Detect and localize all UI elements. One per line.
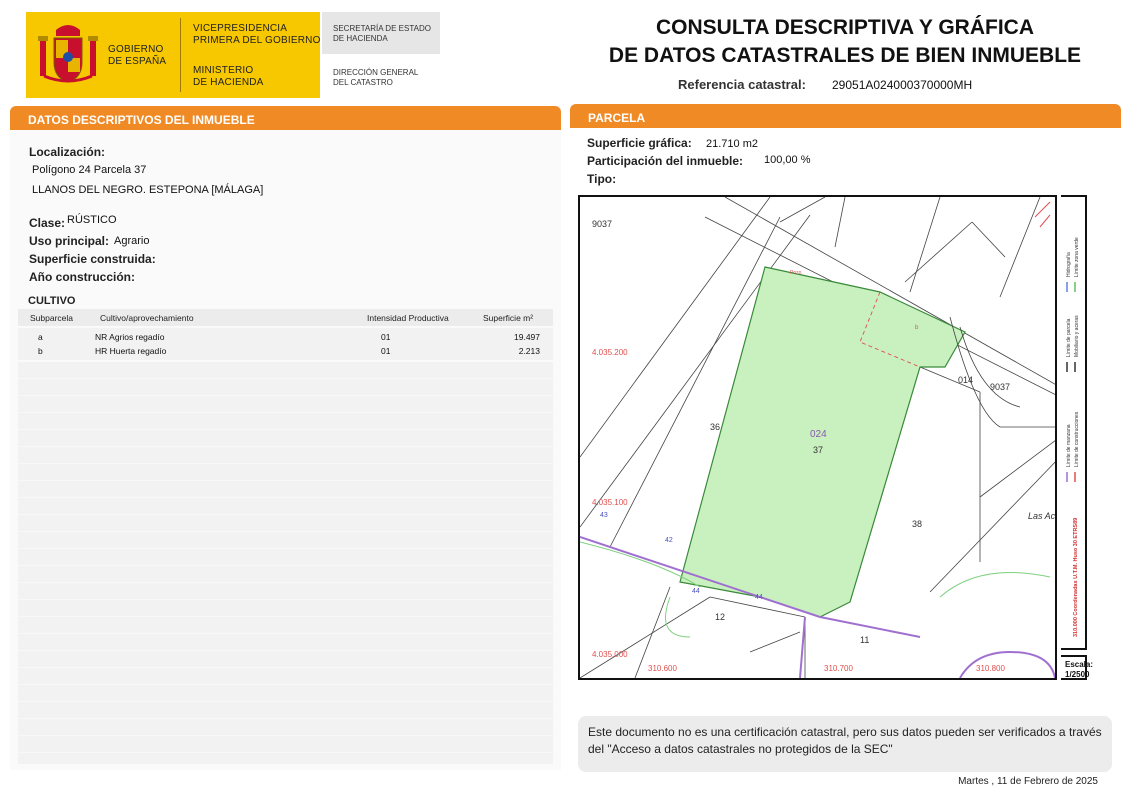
- map-label: 44: [692, 588, 700, 595]
- coordinate-label: 4.035.000: [592, 650, 628, 659]
- map-label: 11: [860, 635, 870, 645]
- title-line-1: CONSULTA DESCRIPTIVA Y GRÁFICA: [655, 16, 1035, 39]
- disclaimer-note: [578, 716, 1112, 772]
- ministerio-label: [193, 65, 264, 89]
- map-label: Pozo: [790, 270, 802, 276]
- tipo-label: Tipo:: [587, 172, 617, 186]
- legend-item: Límite de manzana: [1066, 424, 1072, 467]
- secretaria-line-2: DE HACIENDA: [333, 34, 388, 43]
- row-b-intensidad: 01: [381, 346, 391, 356]
- row-b-cultivo: HR Huerta regadío: [95, 346, 167, 356]
- gobierno-line-1: GOBIERNO: [108, 44, 164, 55]
- participacion-label: Participación del inmueble:: [587, 154, 744, 168]
- legend-item: Límite de parcela: [1066, 318, 1072, 357]
- map-label: 9037: [990, 382, 1011, 392]
- superficie-grafica-label: Superficie gráfica:: [587, 136, 692, 150]
- direccion-line-2: DEL CATASTRO: [333, 78, 393, 87]
- row-a-subparcela: a: [38, 332, 43, 342]
- anio-construccion-label: Año construcción:: [29, 270, 136, 284]
- map-label: 9037: [592, 219, 613, 229]
- cadastral-map[interactable]: [578, 195, 1057, 680]
- col-superficie: Superficie m²: [483, 313, 534, 323]
- superficie-construida-label: Superficie construida:: [29, 252, 156, 266]
- logo-divider: [180, 18, 181, 92]
- localizacion-line-1: Polígono 24 Parcela 37: [32, 164, 147, 176]
- parcela-section-bar: [570, 104, 1121, 128]
- parcela-section-title: PARCELA: [588, 111, 646, 125]
- scale-value: 1/2500: [1065, 670, 1090, 679]
- map-label: 42: [665, 537, 673, 544]
- map-label: b: [915, 325, 919, 331]
- map-label: 024: [810, 429, 827, 440]
- reference-value: 29051A024000370000MH: [832, 78, 973, 92]
- vice-line-1: VICEPRESIDENCIA: [193, 23, 288, 34]
- col-subparcela: Subparcela: [30, 313, 74, 323]
- vice-line-2: PRIMERA DEL GOBIERNO: [193, 35, 321, 46]
- col-intensidad: Intensidad Productiva: [367, 313, 449, 323]
- cultivo-header-row: [18, 309, 553, 326]
- document-date: Martes , 11 de Febrero de 2025: [958, 776, 1098, 787]
- scale-label: Escala:: [1065, 660, 1094, 669]
- disclaimer-text: Este documento no es una certificación catastral, pero sus datos pueden ser verificados a través del "Acceso a datos catastrales no protegidos de la SEC": [588, 725, 1102, 756]
- legend-drawing: [1061, 197, 1085, 648]
- map-label: 014: [958, 375, 974, 385]
- uso-label: Uso principal:: [29, 234, 110, 248]
- col-cultivo: Cultivo/aprovechamiento: [100, 313, 194, 323]
- legend-item: Hidrografía: [1066, 252, 1072, 277]
- map-drawing: [580, 197, 1055, 678]
- localizacion-label: Localización:: [29, 145, 106, 159]
- cultivo-title: CULTIVO: [28, 295, 76, 307]
- map-label: 43: [600, 512, 608, 519]
- coordinate-label: 310.700: [824, 664, 853, 673]
- map-legend: [1061, 195, 1087, 650]
- ministerio-line-1: MINISTERIO: [193, 65, 254, 76]
- descriptive-section-bar: [10, 106, 561, 130]
- page-title: [590, 14, 1100, 70]
- coords-note: 310.000 Coordenadas U.T.M. Huso 30 ETRS89: [1073, 517, 1079, 637]
- map-label: 44: [755, 594, 763, 601]
- legend-item: Límite de construcciones: [1074, 411, 1080, 467]
- coordinate-label: 4.035.100: [592, 498, 628, 507]
- row-b-subparcela: b: [38, 346, 43, 356]
- secretaria-line-1: SECRETARÍA DE ESTADO: [333, 24, 431, 33]
- map-label: 12: [715, 612, 726, 622]
- localizacion-line-2: LLANOS DEL NEGRO. ESTEPONA [MÁLAGA]: [32, 184, 264, 196]
- secretaria-label: [333, 24, 431, 44]
- map-label: 36: [710, 422, 721, 432]
- row-a-intensidad: 01: [381, 332, 391, 342]
- row-a-cultivo: NR Agrios regadío: [95, 332, 165, 342]
- row-b-superficie: 2.213: [518, 346, 540, 356]
- map-label: 38: [912, 519, 923, 529]
- legend-item: Límite zona verde: [1074, 237, 1080, 277]
- direccion-line-1: DIRECCIÓN GENERAL: [333, 68, 419, 77]
- clase-value: RÚSTICO: [67, 214, 117, 226]
- map-label: Las Ac: [1028, 511, 1055, 521]
- coordinate-label: 310.600: [648, 664, 677, 673]
- coordinate-label: 4.035.200: [592, 348, 628, 357]
- ministerio-line-2: DE HACIENDA: [193, 77, 264, 88]
- gobierno-line-2: DE ESPAÑA: [108, 56, 167, 67]
- descriptive-section-title: DATOS DESCRIPTIVOS DEL INMUEBLE: [28, 113, 255, 127]
- uso-value: Agrario: [114, 235, 150, 247]
- participacion-value: 100,00 %: [764, 154, 811, 166]
- clase-label: Clase:: [29, 216, 66, 230]
- gobierno-label: [108, 44, 166, 68]
- empty-table-area: [18, 362, 553, 764]
- coat-of-arms-icon: [38, 22, 98, 86]
- superficie-grafica-value: 21.710 m2: [706, 138, 758, 150]
- map-label: 37: [813, 445, 824, 455]
- direccion-label: [333, 68, 418, 88]
- row-a-superficie: 19.497: [514, 332, 540, 342]
- reference-label: Referencia catastral:: [678, 77, 806, 92]
- title-line-2: DE DATOS CATASTRALES DE BIEN INMUEBLE: [608, 44, 1082, 67]
- vicepresidencia-label: [193, 23, 321, 47]
- coordinate-label: 310.800: [976, 664, 1005, 673]
- legend-item: Mobiliario y aceras: [1074, 315, 1080, 357]
